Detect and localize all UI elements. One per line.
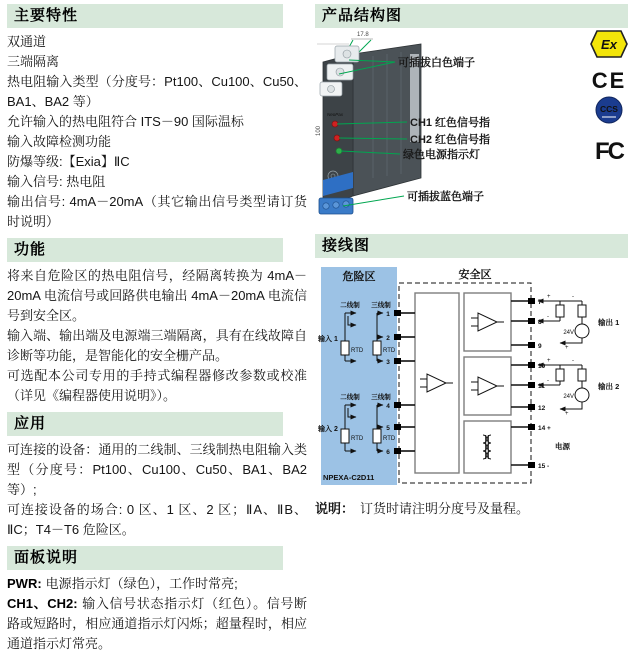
blue-terminal-block	[319, 198, 353, 214]
application-paragraph: 可连接的设备：通用的二线制、三线制热电阻输入类型（分度号：Pt100、Cu100、Cu50、BA1、BA2 等）;	[7, 442, 307, 497]
safe-zone-label: 安全区	[458, 269, 492, 281]
fcc-logo: FC	[595, 138, 623, 165]
svg-text:9: 9	[538, 343, 542, 350]
input2-label: 输入 2	[318, 426, 338, 433]
dimension-height: 100	[316, 125, 322, 136]
svg-text:RTD: RTD	[351, 436, 364, 442]
section-title-applications: 应用	[7, 412, 283, 436]
feature-item: 三端隔离	[7, 54, 60, 69]
panel-item-ch	[7, 594, 307, 654]
application-paragraph: 可连接设备的场合: 0 区、1 区、2 区；ⅡA、ⅡB、ⅡC；T4－T6 危险区。	[7, 502, 307, 537]
function-paragraph: 输入端、输出端及电源端三端隔离，具有在线故障自诊断等功能，是智能化的安全栅产品。	[7, 328, 307, 363]
section-wiring	[315, 234, 628, 518]
svg-text:Ex: Ex	[601, 37, 617, 52]
terminal-8	[511, 318, 542, 326]
callout-power-led: 绿色电源指示灯	[403, 149, 480, 161]
terminal-12	[511, 404, 546, 412]
right-column	[315, 4, 628, 524]
wiring-diagram	[315, 261, 628, 493]
svg-text:3: 3	[386, 359, 390, 366]
applications-body	[7, 440, 307, 540]
section-title-features: 主要特性	[7, 4, 283, 28]
panel-item-pwr	[7, 574, 307, 594]
product-structure-figure	[315, 28, 628, 232]
section-structure	[315, 4, 628, 232]
terminal-15	[511, 462, 549, 470]
callout-ch1: CH1 红色信号指	[410, 117, 491, 129]
input1-label: 输入 1	[318, 336, 338, 343]
svg-text:+: +	[547, 358, 551, 364]
terminal-11	[511, 382, 545, 390]
left-column	[7, 4, 307, 660]
ce-logo: CE	[591, 68, 627, 93]
cert-logos	[591, 31, 627, 165]
wiring-note-label: 说明：	[315, 501, 355, 516]
section-panel	[7, 546, 307, 654]
svg-text:6: 6	[386, 449, 390, 456]
functions-body	[7, 266, 307, 406]
ccs-logo	[596, 97, 622, 123]
feature-item: 输入信号: 热电阻	[7, 174, 106, 189]
feature-item: 热电阻输入类型（分度号：Pt100、Cu100、Cu50、BA1、BA2 等）	[7, 74, 307, 109]
svg-text:二线制: 二线制	[340, 394, 360, 401]
svg-text:11: 11	[538, 383, 545, 390]
svg-text:10: 10	[538, 363, 546, 370]
feature-item: 允许输入的热电阻符合 ITS－90 国际温标	[7, 114, 244, 129]
panel-item-pwr-label: PWR:	[7, 576, 42, 591]
output2-label: 输出 2	[598, 382, 620, 391]
svg-text:7: 7	[538, 299, 542, 306]
section-title-structure: 产品结构图	[315, 4, 628, 28]
panel-item-ch-label: CH1、CH2:	[7, 596, 78, 611]
ex-logo	[591, 31, 627, 57]
svg-text:RTD: RTD	[351, 348, 364, 354]
svg-text:17.8: 17.8	[357, 32, 369, 38]
svg-text:+: +	[565, 411, 569, 417]
section-title-panel: 面板说明	[7, 546, 283, 570]
svg-text:5: 5	[386, 425, 390, 432]
svg-text:+: +	[547, 294, 551, 300]
svg-text:12: 12	[538, 405, 546, 412]
callout-white-terminal: 可插拔白色端子	[398, 57, 475, 69]
output1-circuit	[538, 294, 619, 351]
svg-text:RTD: RTD	[383, 348, 396, 354]
svg-text:24V: 24V	[563, 394, 574, 400]
svg-text:RTD: RTD	[383, 436, 396, 442]
terminal-14	[511, 424, 551, 432]
svg-text:二线制: 二线制	[340, 302, 360, 309]
hazard-zone-label: 危险区	[342, 271, 376, 283]
terminal-10	[511, 362, 546, 370]
svg-text:-: -	[572, 294, 574, 300]
section-applications	[7, 412, 307, 540]
features-list	[7, 32, 307, 232]
model-number: NPEXA-C2D11	[323, 473, 375, 482]
svg-text:1: 1	[386, 311, 390, 318]
power-supply-label: 电源	[555, 442, 570, 451]
wiring-note	[315, 499, 628, 518]
product-device	[319, 44, 421, 214]
brand-mark: NeoPax	[327, 112, 344, 117]
terminal-7	[511, 298, 542, 306]
svg-text:三线制: 三线制	[371, 394, 391, 401]
panel-item-ch-text: 输入信号状态指示灯（红色）。信号断路或短路时，相应通道指示灯闪烁；超量程时，相应通道指示灯常亮。	[7, 596, 307, 651]
function-paragraph: 将来自危险区的热电阻信号，经隔离转换为 4mA－20mA 电流信号或回路供电输出 4mA－20mA 电流信号到安全区。	[7, 268, 307, 323]
output2-circuit	[538, 358, 619, 417]
panel-item-pwr-text: 电源指示灯（绿色），工作时常亮;	[45, 576, 238, 591]
panel-body	[7, 574, 307, 654]
svg-text:+: +	[565, 345, 569, 351]
svg-text:8: 8	[538, 319, 542, 326]
feature-item: 双通道	[7, 34, 47, 49]
svg-text:三线制: 三线制	[371, 302, 391, 309]
svg-text:CCS: CCS	[600, 104, 618, 114]
svg-text:-: -	[547, 314, 549, 320]
section-title-wiring: 接线图	[315, 234, 628, 258]
feature-item: 防爆等级:【Exia】ⅡC	[7, 154, 130, 169]
svg-text:4: 4	[386, 403, 390, 410]
svg-text:15 -: 15 -	[538, 463, 550, 470]
feature-item: 输入故障检测功能	[7, 134, 112, 149]
section-functions	[7, 238, 307, 406]
section-features	[7, 4, 307, 232]
callout-ch2: CH2 红色信号指	[410, 134, 491, 146]
svg-text:24V: 24V	[563, 330, 574, 336]
svg-text:-: -	[547, 378, 549, 384]
terminal-9	[511, 342, 542, 350]
svg-text:2: 2	[386, 335, 390, 342]
section-title-functions: 功能	[7, 238, 283, 262]
function-paragraph: 可选配本公司专用的手持式编程器修改参数或校准（详见《编程器使用说明》）。	[7, 368, 307, 403]
callout-blue-terminal: 可插拔蓝色端子	[407, 191, 484, 203]
svg-text:14 +: 14 +	[538, 425, 551, 432]
svg-text:-: -	[572, 358, 574, 364]
wiring-note-text: 订货时请注明分度号及量程。	[360, 501, 530, 516]
feature-item: 输出信号: 4mA－20mA（其它输出信号类型请订货时说明）	[7, 194, 307, 229]
output1-label: 输出 1	[598, 318, 620, 327]
